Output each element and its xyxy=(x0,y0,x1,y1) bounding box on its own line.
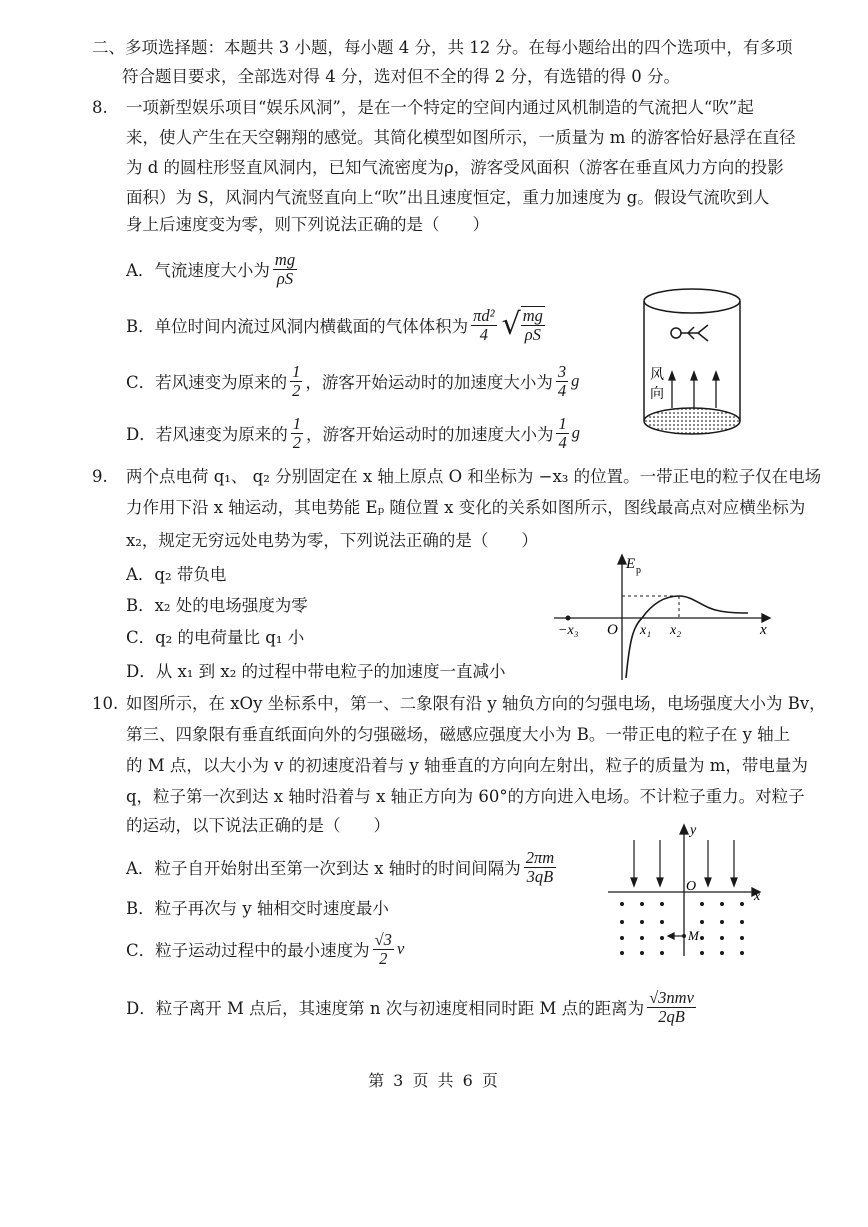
q8-line: 一项新型娱乐项目“娱乐风洞”，是在一个特定的空间内通过风机制造的气流把人“吹”起 xyxy=(126,98,754,117)
q9-option: B．x₂ 处的电场强度为零 xyxy=(126,596,308,615)
y-axis-arrow-icon xyxy=(680,825,688,834)
fraction-denominator: 4 xyxy=(557,380,567,400)
q9-line: 力作用下沿 x 轴运动，其电势能 Eₚ 随位置 x 变化的关系如图所示，图线最高点对应横坐标为 xyxy=(126,498,806,517)
graph-x-label: x xyxy=(760,622,767,638)
fig-m-label: M xyxy=(688,928,699,943)
fraction-numerator: √3 xyxy=(374,929,392,949)
graph-x2-label: x₂ xyxy=(670,623,682,638)
q8-option-d-fraction xyxy=(556,415,568,452)
q9-number: 9. xyxy=(92,467,108,486)
q8-option-b xyxy=(126,302,548,348)
page-footer: 第 3 页 共 6 页 xyxy=(368,1071,500,1090)
q8-option-c-middle: ，游客开始运动时的加速度大小为 xyxy=(305,373,553,392)
q10-line: q，粒子第一次到达 x 轴时沿着与 x 轴正方向为 60°的方向进入电场。不计粒子重力。对粒子 xyxy=(126,787,805,806)
q8-option-d xyxy=(126,410,580,456)
q8-option-c-tail: g xyxy=(571,371,580,390)
q8-option-c-fraction xyxy=(290,363,302,400)
q10-option-b: B．粒子再次与 y 轴相交时速度最小 xyxy=(126,899,389,918)
fig-origin-label: O xyxy=(686,879,697,894)
q8-line: 身上后速度变为零，则下列说法正确的是（ ） xyxy=(126,215,489,234)
q8-option-c xyxy=(126,358,579,404)
graph-origin-label: O xyxy=(607,622,618,638)
q8-option-d-tail: g xyxy=(571,423,580,442)
field-diagram xyxy=(606,820,766,960)
q9-line: x₂，规定无穷远处电势为零，下列说法正确的是（ ） xyxy=(126,531,538,550)
fraction-numerator: 2πm xyxy=(525,847,555,867)
q10-line: 第三、四象限有垂直纸面向外的匀强磁场，磁感应强度大小为 B。一带正电的粒子在 y 轴上 xyxy=(126,725,791,744)
fraction-denominator: 2 xyxy=(292,380,301,400)
q10-option-c xyxy=(126,926,404,972)
fraction-numerator: πd² xyxy=(473,305,495,325)
q10-number: 10. xyxy=(92,694,119,713)
q10-line: 如图所示，在 xOy 坐标系中，第一、二象限有沿 y 轴负方向的匀强电场，电场强度大小为 Bv， xyxy=(126,694,826,713)
fig-x-label: x xyxy=(754,889,761,904)
q8-option-d-fraction xyxy=(291,415,303,452)
fraction-denominator: 4 xyxy=(479,324,488,344)
q8-option-c-text: C．若风速变为原来的 xyxy=(126,373,288,392)
q8-number: 8. xyxy=(92,98,108,117)
q8-line: 面积）为 S，风洞内气流竖直向上“吹”出且速度恒定，重力加速度为 g。假设气流吹到人 xyxy=(126,188,770,207)
sqrt-sign-icon: √ xyxy=(501,307,521,342)
section-heading-line2: 符合题目要求，全部选对得 4 分，选对但不全的得 2 分，有选错的得 0 分。 xyxy=(122,67,680,86)
fig-y-label: y xyxy=(690,823,697,838)
q9-option: C．q₂ 的电荷量比 q₁ 小 xyxy=(126,628,305,647)
fraction-denominator: 2qB xyxy=(658,1006,685,1026)
q8-option-a-fraction xyxy=(273,251,297,288)
q10-option-a-text: A．粒子自开始射出至第一次到达 x 轴时的时间间隔为 xyxy=(126,859,521,878)
q8-line: 来，使人产生在天空翱翔的感觉。其简化模型如图所示，一质量为 m 的游客恰好悬浮在直径 xyxy=(126,128,796,147)
fraction-denominator: ρS xyxy=(524,325,541,344)
graph-y-label: E xyxy=(626,556,636,572)
wind-tunnel-figure xyxy=(636,283,748,443)
wind-label: 风 xyxy=(650,368,664,383)
q8-option-b-coefficient xyxy=(471,307,496,344)
point-mx3 xyxy=(566,616,571,621)
direction-label: 向 xyxy=(650,387,664,402)
q10-line: 的运动，以下说法正确的是（ ） xyxy=(126,816,390,835)
graph-y-subscript: p xyxy=(636,565,641,576)
q8-option-a xyxy=(126,246,300,292)
fraction-denominator: 2 xyxy=(292,432,301,452)
point-m xyxy=(682,934,686,938)
fraction-numerator: 1 xyxy=(292,413,301,433)
q9-option: D．从 x₁ 到 x₂ 的过程中带电粒子的加速度一直减小 xyxy=(126,662,506,681)
q8-option-c-fraction xyxy=(556,363,568,400)
q10-option-d-text: D．粒子离开 M 点后，其速度第 n 次与初速度相同时距 M 点的距离为 xyxy=(126,999,645,1018)
fraction-denominator: 3qB xyxy=(526,866,554,886)
section-heading-line1: 二、多项选择题：本题共 3 小题，每小题 4 分，共 12 分。在每小题给出的四个选项中，有多项 xyxy=(92,38,793,57)
tunnel-base-fan xyxy=(644,408,740,434)
fraction-numerator: 3 xyxy=(557,361,567,381)
fraction-denominator: ρS xyxy=(276,268,294,288)
fraction-numerator: mg xyxy=(522,306,543,325)
q10-option-c-tail: v xyxy=(396,939,405,958)
graph-mx3-label: −x₃ xyxy=(558,623,579,638)
fraction-numerator: √3nmv xyxy=(649,987,694,1007)
q10-option-c-text: C．粒子运动过程中的最小速度为 xyxy=(126,941,370,960)
q10-option-a xyxy=(126,844,559,890)
q9-option: A．q₂ 带负电 xyxy=(126,565,227,584)
fraction-numerator: mg xyxy=(274,249,296,269)
initial-velocity-arrow xyxy=(668,933,684,939)
fraction-denominator: 2 xyxy=(379,948,388,968)
y-axis-arrow-icon xyxy=(618,555,626,564)
potential-energy-graph xyxy=(552,552,772,682)
q8-option-b-root-fraction xyxy=(521,306,545,344)
x-axis-arrow-icon xyxy=(762,614,770,622)
q10-option-a-fraction xyxy=(524,849,556,886)
person-icon xyxy=(671,325,708,341)
q10-option-c-fraction xyxy=(373,931,394,968)
q10-option-d-fraction xyxy=(647,989,696,1026)
q10-option-d xyxy=(126,984,699,1030)
q8-option-d-middle: ，游客开始运动时的加速度大小为 xyxy=(305,425,554,444)
q8-option-a-text: A．气流速度大小为 xyxy=(126,261,270,280)
q9-line: 两个点电荷 q₁、 q₂ 分别固定在 x 轴上原点 O 和坐标为 −x₃ 的位置。一带正电的粒子仅在电场 xyxy=(126,467,822,486)
fraction-numerator: 1 xyxy=(558,413,567,433)
graph-x1-label: x₁ xyxy=(640,623,652,638)
wind-arrows xyxy=(669,372,719,408)
fraction-numerator: 1 xyxy=(292,361,301,381)
fraction-denominator: 4 xyxy=(558,432,567,452)
tunnel-top-ellipse xyxy=(644,289,740,313)
q8-option-d-text: D．若风速变为原来的 xyxy=(126,425,288,444)
q10-line: 的 M 点，以大小为 v 的初速度沿着与 y 轴垂直的方向向左射出，粒子的质量为 m，带电量为 xyxy=(126,756,808,775)
q8-option-b-text: B．单位时间内流过风洞内横截面的气体体积为 xyxy=(126,317,469,336)
magnetic-field-dots xyxy=(620,902,744,955)
q8-line: 为 d 的圆柱形竖直风洞内，已知气流密度为ρ，游客受风面积（游客在垂直风力方向的投影 xyxy=(126,158,784,177)
